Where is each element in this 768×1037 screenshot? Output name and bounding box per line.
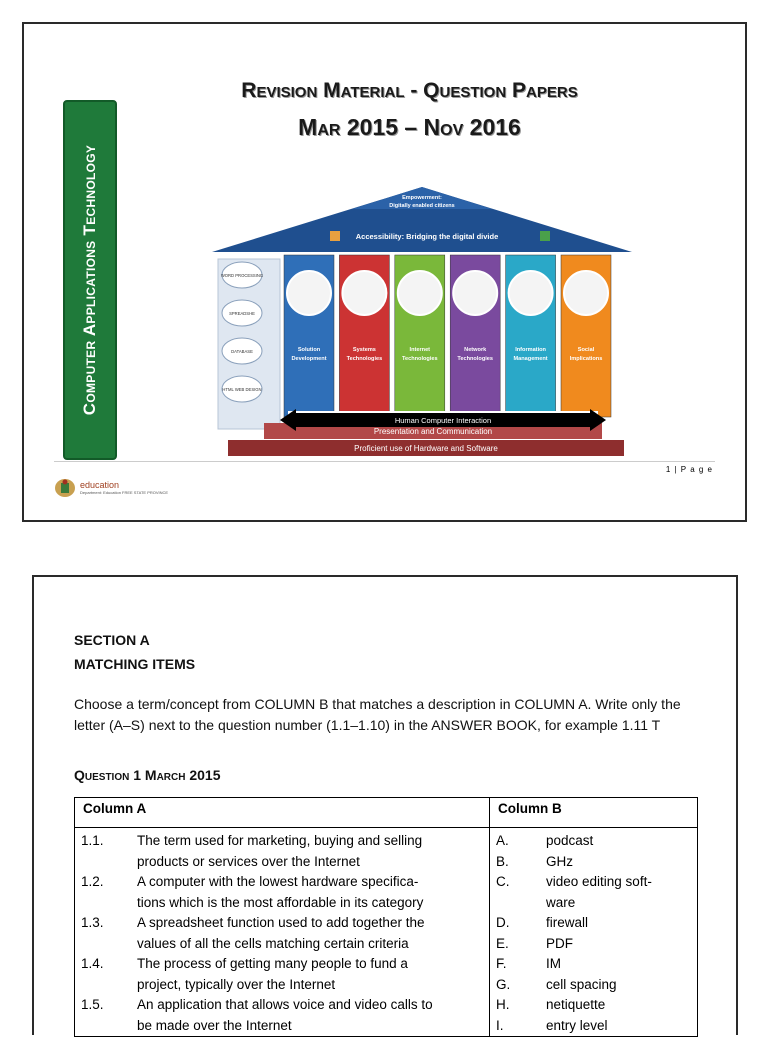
question-number: 1.3. (81, 915, 104, 930)
column-a-item (81, 913, 483, 934)
column-b-item (496, 831, 691, 852)
logo-subtext: Department: Education FREE STATE PROVINCE (80, 490, 169, 495)
question-number: 1.1. (81, 833, 104, 848)
pillar-photo-icon (453, 271, 497, 315)
answer-term: entry level (546, 1017, 608, 1033)
pillar-4 (506, 255, 556, 417)
table-header-row (75, 798, 698, 828)
question-text: The term used for marketing, buying and selling (137, 833, 423, 848)
pillar-label: Social (577, 347, 595, 353)
question-text: An application that allows voice and video calls to (137, 997, 433, 1012)
matching-table (74, 797, 698, 1037)
pillar-label: Management (513, 356, 548, 362)
roof-subtitle: Digitally enabled citizens (389, 203, 455, 209)
question-number: 1.2. (81, 874, 104, 889)
column-a-item (81, 893, 483, 914)
answer-letter: I. (496, 1017, 504, 1033)
table-row (75, 828, 698, 1037)
pillar-photo-icon (342, 271, 386, 315)
pillar-1 (339, 255, 389, 417)
pillar-label: Technologies (401, 356, 438, 362)
question-text: A computer with the lowest hardware specifica- (137, 874, 419, 889)
column-b-item (496, 975, 691, 996)
side-tag-label: SPREADSHE (229, 311, 255, 316)
people-icon (330, 231, 340, 241)
pillar-label: Development (291, 356, 327, 362)
answer-letter (496, 893, 546, 914)
question-text: The process of getting many people to fund a (137, 956, 408, 971)
question-number: 1.4. (81, 956, 104, 971)
column-b-item (496, 954, 691, 975)
column-b-cell (490, 828, 698, 1037)
answer-letter: B. (496, 853, 509, 869)
pillar-2 (395, 255, 445, 417)
answer-term: IM (546, 956, 561, 971)
answer-term: netiquette (546, 997, 606, 1012)
column-a-item (81, 954, 483, 975)
answer-term: firewall (546, 915, 589, 930)
pillar-label: Internet (409, 347, 431, 353)
column-a-item (81, 934, 483, 955)
logo-text: education (80, 480, 120, 490)
question-heading: Question 1 March 2015 (74, 767, 221, 783)
pillar-label: Systems (352, 347, 376, 353)
pillar-label: Technologies (346, 356, 383, 362)
column-a-item (81, 872, 483, 893)
pillar-label: Network (464, 347, 487, 353)
pillar-label: Solution (297, 347, 321, 353)
column-b-item (496, 852, 691, 873)
education-logo (54, 477, 168, 499)
pillar-photo-icon (287, 271, 331, 315)
question-number (81, 934, 137, 955)
cover-date-range: Mar 2015 – Nov 2016 (298, 114, 521, 140)
subject-banner-text: Computer Applications Technology (80, 144, 99, 416)
pillar-label: Information (515, 347, 546, 353)
column-b-item (496, 913, 691, 934)
question-number (81, 975, 137, 996)
side-tag-label: HTML WEB DESIGN (222, 387, 262, 392)
column-b-item (496, 872, 691, 893)
coat-of-arms-icon (54, 477, 76, 499)
subject-banner (63, 100, 117, 460)
section-a-page (32, 575, 738, 1035)
question-text: tions which is the most affordable in its category (137, 894, 424, 910)
question-text: be made over the Internet (137, 1017, 292, 1033)
answer-letter: A. (496, 833, 509, 848)
subsection-heading: MATCHING ITEMS (74, 656, 196, 672)
hci-arrow-label: Human Computer Interaction (394, 416, 492, 425)
cover-title: Revision Material - Question Papers (241, 79, 578, 102)
answer-letter: D. (496, 915, 510, 930)
question-text: A spreadsheet function used to add together the (137, 915, 425, 930)
column-a-cell (75, 828, 490, 1037)
column-b-item (496, 995, 691, 1016)
cover-page (22, 22, 747, 522)
question-number: 1.5. (81, 997, 104, 1012)
answer-letter: F. (496, 956, 507, 971)
section-heading: SECTION A (74, 632, 150, 648)
pillar-0 (284, 255, 334, 417)
pillar-photo-icon (564, 271, 608, 315)
answer-letter: H. (496, 997, 510, 1012)
pillar-photo-icon (398, 271, 442, 315)
footer-rule (54, 461, 715, 462)
pillar-5 (561, 255, 611, 417)
answer-letter: G. (496, 976, 511, 992)
answer-letter: E. (496, 935, 509, 951)
instructions: Choose a term/concept from COLUMN B that matches a description in COLUMN A. Write only the letter (A–S) next to the question number (1.1–1.10) in the ANSWER BOOK, for example 1.11 T (74, 696, 681, 733)
side-tag-label: DATABASE (231, 349, 253, 354)
column-b-item (496, 1016, 691, 1037)
question-number (81, 1016, 137, 1037)
pillar-label: Technologies (457, 356, 494, 362)
pillar-3 (450, 255, 500, 417)
answer-term: cell spacing (546, 976, 617, 992)
base-band-presentation-text: Presentation and Communication (373, 427, 493, 436)
answer-term: PDF (546, 935, 573, 951)
column-a-item (81, 1016, 483, 1037)
answer-term: video editing soft- (546, 874, 652, 889)
base-band-proficient-text: Proficient use of Hardware and Software (354, 444, 498, 453)
column-b-item (496, 893, 691, 914)
column-a-item (81, 831, 483, 852)
question-text: products or services over the Internet (137, 853, 360, 869)
column-b-item (496, 934, 691, 955)
column-a-item (81, 852, 483, 873)
answer-term: ware (546, 894, 576, 910)
roof-title: Empowerment: (402, 195, 442, 201)
question-number (81, 893, 137, 914)
pillar-photo-icon (509, 271, 553, 315)
page-number: 1 | P a g e (665, 465, 713, 474)
question-text: project, typically over the Internet (137, 976, 336, 992)
column-a-header: Column A (75, 798, 490, 828)
side-tag-label: WORD PROCESSING (220, 273, 264, 278)
answer-letter: C. (496, 874, 510, 889)
question-text: values of all the cells matching certain criteria (137, 935, 409, 951)
question-number (81, 852, 137, 873)
cat-house-diagram (202, 179, 642, 457)
column-a-item (81, 975, 483, 996)
column-b-header: Column B (490, 798, 698, 828)
answer-term: podcast (546, 833, 594, 848)
roof-band-text: Accessibility: Bridging the digital divide (355, 232, 499, 241)
column-a-item (81, 995, 483, 1016)
answer-term: GHz (546, 853, 573, 869)
pillar-label: Implications (569, 356, 603, 362)
people-icon (540, 231, 550, 241)
